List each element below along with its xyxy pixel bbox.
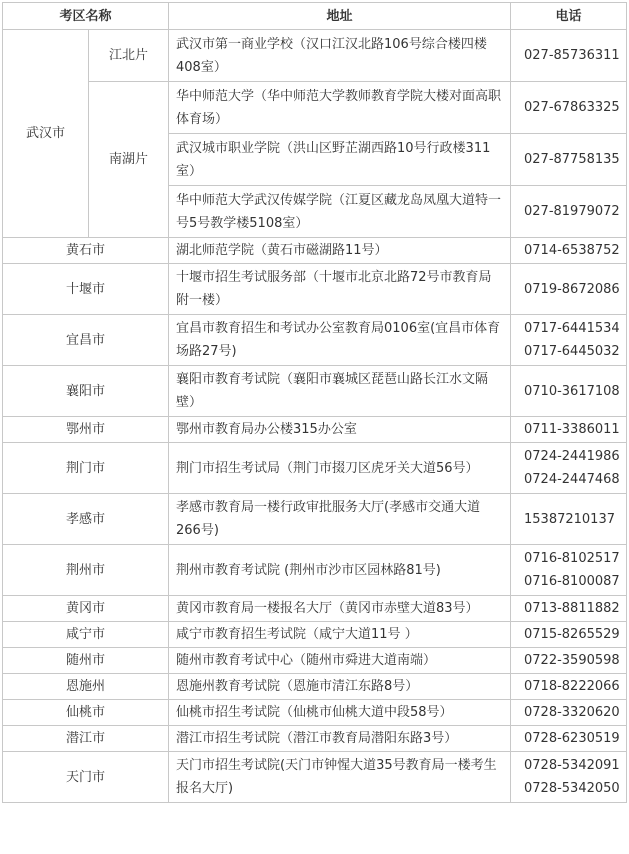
city-cell: 孝感市 — [3, 494, 169, 545]
table-row — [3, 674, 627, 700]
address-cell: 十堰市招生考试服务部（十堰市北京北路72号市教育局附一楼） — [169, 264, 511, 315]
phone-cell — [511, 622, 627, 648]
table-row — [3, 366, 627, 417]
city-cell: 黄石市 — [3, 238, 169, 264]
address-cell: 恩施州教育考试院（恩施市清江东路8号） — [169, 674, 511, 700]
phone-number: 0717-6441534 — [524, 321, 620, 336]
phone-number: 0716-8102517 — [524, 551, 620, 566]
address-cell: 孝感市教育局一楼行政审批服务大厅(孝感市交通大道266号) — [169, 494, 511, 545]
table-row — [3, 622, 627, 648]
phone-number: 0713-8811882 — [524, 601, 620, 616]
table-row — [3, 545, 627, 596]
table-row — [3, 752, 627, 803]
phone-number: 0728-6230519 — [524, 731, 620, 746]
city-cell: 荆州市 — [3, 545, 169, 596]
address-cell: 鄂州市教育局办公楼315办公室 — [169, 417, 511, 443]
address-cell: 武汉城市职业学院（洪山区野芷湖西路10号行政楼311室） — [169, 134, 511, 186]
city-cell: 黄冈市 — [3, 596, 169, 622]
phone-number: 0714-6538752 — [524, 243, 620, 258]
header-phone: 电话 — [511, 3, 627, 30]
address-cell: 咸宁市教育招生考试院（咸宁大道11号 ） — [169, 622, 511, 648]
phone-cell — [511, 315, 627, 366]
header-region: 考区名称 — [3, 3, 169, 30]
phone-cell — [511, 674, 627, 700]
phone-cell — [511, 134, 627, 186]
city-cell: 鄂州市 — [3, 417, 169, 443]
phone-cell — [511, 82, 627, 134]
phone-number: 0715-8265529 — [524, 627, 620, 642]
phone-number: 0728-3320620 — [524, 705, 620, 720]
phone-number: 027-67863325 — [524, 100, 620, 115]
phone-cell — [511, 417, 627, 443]
address-cell: 黄冈市教育局一楼报名大厅（黄冈市赤壁大道83号） — [169, 596, 511, 622]
city-cell: 恩施州 — [3, 674, 169, 700]
table-row — [3, 417, 627, 443]
phone-number: 0710-3617108 — [524, 383, 620, 399]
table-row — [3, 700, 627, 726]
address-cell: 襄阳市教育考试院（襄阳市襄城区琵琶山路长江水文隔壁） — [169, 366, 511, 417]
address-cell: 天门市招生考试院(天门市钟惺大道35号教育局一楼考生报名大厅) — [169, 752, 511, 803]
city-cell: 仙桃市 — [3, 700, 169, 726]
city-cell: 咸宁市 — [3, 622, 169, 648]
table-row — [3, 315, 627, 366]
city-cell: 十堰市 — [3, 264, 169, 315]
table-row — [3, 82, 627, 134]
table-row — [3, 30, 627, 82]
phone-cell — [511, 443, 627, 494]
phone-cell — [511, 366, 627, 417]
phone-cell — [511, 494, 627, 545]
phone-cell — [511, 648, 627, 674]
phone-number: 027-85736311 — [524, 48, 620, 63]
phone-cell — [511, 30, 627, 82]
address-cell: 宜昌市教育招生和考试办公室教育局0106室(宜昌市体育场路27号) — [169, 315, 511, 366]
address-cell: 潜江市招生考试院（潜江市教育局潜阳东路3号） — [169, 726, 511, 752]
phone-cell — [511, 186, 627, 238]
phone-number: 0722-3590598 — [524, 653, 620, 668]
exam-sites-table — [2, 2, 627, 803]
city-cell: 天门市 — [3, 752, 169, 803]
phone-number: 0728-5342091 — [524, 758, 620, 773]
phone-cell — [511, 545, 627, 596]
city-cell: 宜昌市 — [3, 315, 169, 366]
subregion-cell: 南湖片 — [89, 82, 169, 238]
phone-cell — [511, 726, 627, 752]
table-row — [3, 443, 627, 494]
address-cell: 荆门市招生考试局（荆门市掇刀区虎牙关大道56号） — [169, 443, 511, 494]
phone-cell — [511, 596, 627, 622]
phone-number: 0716-8100087 — [524, 574, 620, 589]
subregion-cell: 江北片 — [89, 30, 169, 82]
phone-number: 0711-3386011 — [524, 422, 620, 437]
phone-number: 0728-5342050 — [524, 781, 620, 796]
table-row — [3, 238, 627, 264]
phone-number: 0724-2447468 — [524, 472, 620, 487]
table-row — [3, 648, 627, 674]
address-cell: 仙桃市招生考试院（仙桃市仙桃大道中段58号） — [169, 700, 511, 726]
city-cell: 随州市 — [3, 648, 169, 674]
phone-cell — [511, 700, 627, 726]
table-row — [3, 264, 627, 315]
address-cell: 华中师范大学武汉传媒学院（江夏区藏龙岛凤凰大道特一号5号教学楼5108室） — [169, 186, 511, 238]
table-row — [3, 596, 627, 622]
phone-number: 0718-8222066 — [524, 679, 620, 694]
address-cell: 随州市教育考试中心（随州市舜进大道南端） — [169, 648, 511, 674]
table-row — [3, 726, 627, 752]
city-cell: 荆门市 — [3, 443, 169, 494]
city-cell: 武汉市 — [3, 30, 89, 238]
phone-number: 027-87758135 — [524, 152, 620, 167]
phone-cell — [511, 238, 627, 264]
address-cell: 华中师范大学（华中师范大学教师教育学院大楼对面高职体育场） — [169, 82, 511, 134]
phone-number: 0717-6445032 — [524, 344, 620, 359]
phone-number: 0719-8672086 — [524, 281, 620, 297]
header-row — [3, 3, 627, 30]
phone-cell — [511, 752, 627, 803]
header-address: 地址 — [169, 3, 511, 30]
phone-number: 0724-2441986 — [524, 449, 620, 464]
phone-number: 027-81979072 — [524, 204, 620, 219]
table-row — [3, 494, 627, 545]
city-cell: 襄阳市 — [3, 366, 169, 417]
address-cell: 湖北师范学院（黄石市磁湖路11号） — [169, 238, 511, 264]
city-cell: 潜江市 — [3, 726, 169, 752]
address-cell: 荆州市教育考试院 (荆州市沙市区园林路81号) — [169, 545, 511, 596]
phone-number: 15387210137 — [524, 511, 615, 527]
address-cell: 武汉市第一商业学校（汉口江汉北路106号综合楼四楼408室） — [169, 30, 511, 82]
phone-cell — [511, 264, 627, 315]
